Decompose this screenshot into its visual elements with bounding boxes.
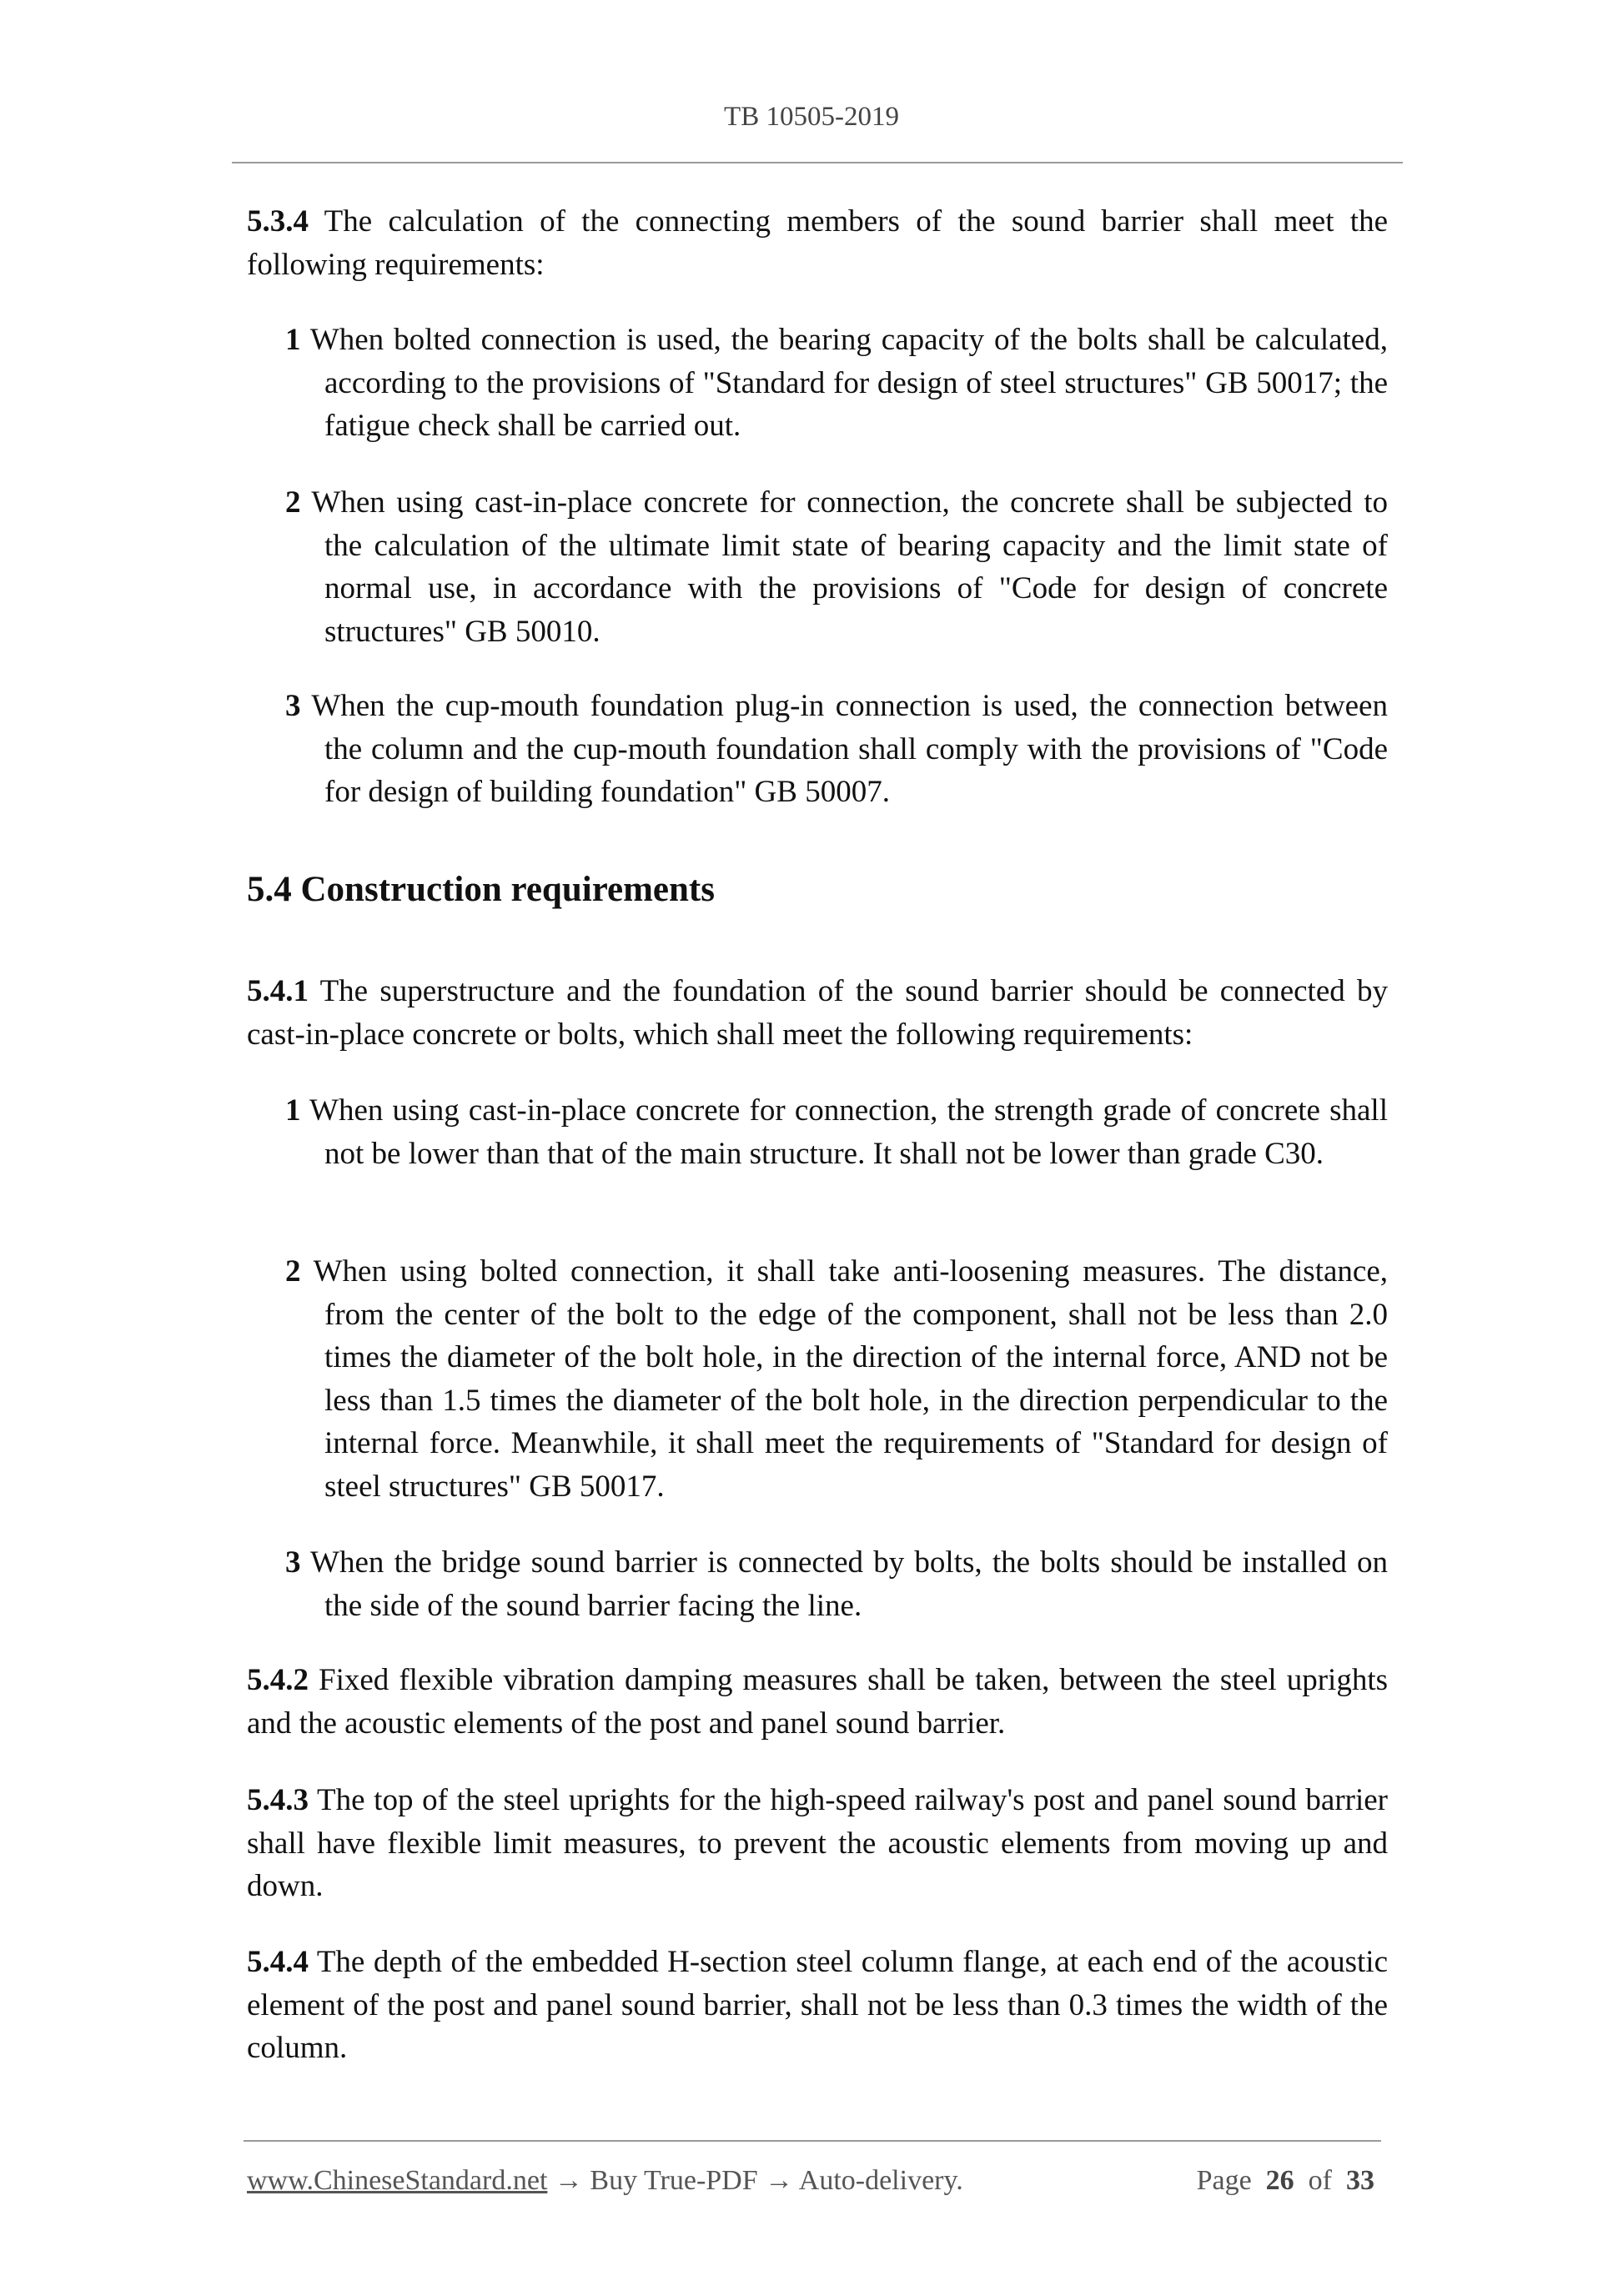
footer-divider [244, 2140, 1381, 2142]
delivery-text: Auto-delivery. [798, 2165, 963, 2196]
clause-5-3-4 [247, 200, 1388, 286]
item-text: When the bridge sound barrier is connected by bolts, the bolts should be installed on the side of the sound barrier facing the line. [310, 1545, 1388, 1623]
page-label: Page [1196, 2165, 1252, 2196]
clause-number: 5.3.4 [247, 204, 309, 239]
item-text: When using cast-in-place concrete for connection, the concrete shall be subjected to the calculation of the ultimate limit state of bearing capacity and the limit state of normal use, in accordance with the provisions of "Code for design of concrete structures" GB 50010. [311, 485, 1388, 649]
current-page: 26 [1265, 2165, 1294, 2196]
document-id-header: TB 10505-2019 [724, 102, 899, 132]
clause-text: The superstructure and the foundation of the sound barrier should be connected by cast-in-place concrete or bolts, which shall meet the following requirements: [247, 974, 1388, 1052]
page-number [1197, 2165, 1374, 2197]
clause-number: 5.4.3 [247, 1783, 309, 1817]
clause-number: 5.4.2 [247, 1663, 309, 1697]
clause-5-4-2 [247, 1659, 1388, 1745]
header-divider [232, 162, 1403, 163]
of-label: of [1308, 2165, 1332, 2196]
clause-number: 5.4.4 [247, 1945, 309, 1979]
clause-5-4-4 [247, 1941, 1388, 2070]
list-item [285, 685, 1388, 814]
section-heading: 5.4 Construction requirements [247, 870, 715, 909]
arrow-icon: → [765, 2165, 794, 2196]
item-text: When the cup-mouth foundation plug-in connection is used, the connection between the column and the cup-mouth foundation shall comply with the provisions of "Code for design of building foundation" GB 50007. [311, 689, 1388, 809]
item-number: 3 [285, 689, 301, 723]
item-text: When bolted connection is used, the bearing capacity of the bolts shall be calculated, according to the provisions of "Standard for design of steel structures" GB 50017; the fatigue check shall be carried out. [309, 323, 1388, 443]
clause-number: 5.4.1 [247, 974, 309, 1008]
item-number: 2 [285, 1254, 301, 1289]
clause-text: Fixed flexible vibration damping measures shall be taken, between the steel uprights and the acoustic elements of the post and panel sound barrier. [247, 1663, 1389, 1741]
item-text: When using bolted connection, it shall take anti-loosening measures. The distance, from the center of the bolt to the edge of the component, shall not be less than 2.0 times the diameter of the bolt hole, in the direction of the internal force, AND not be less than 1.5 times the diameter of the bolt hole, in the direction perpendicular to the internal force. Meanwhile, it shall meet the requirements of "Standard for design of steel structures" GB 50017. [313, 1254, 1389, 1504]
item-number: 3 [285, 1545, 301, 1580]
item-text: When using cast-in-place concrete for connection, the strength grade of concrete shall not be lower than that of the main structure. It shall not be lower than grade C30. [309, 1093, 1388, 1171]
website-link[interactable]: www.ChineseStandard.net [247, 2165, 548, 2196]
total-pages: 33 [1346, 2165, 1374, 2196]
clause-text: The depth of the embedded H-section steel column flange, at each end of the acoustic element of the post and panel sound barrier, shall not be less than 0.3 times the width of the column. [247, 1945, 1388, 2065]
list-item [285, 1089, 1388, 1175]
item-number: 1 [285, 1093, 301, 1128]
item-number: 1 [285, 323, 301, 357]
clause-5-4-1 [247, 970, 1388, 1056]
clause-5-4-3 [247, 1779, 1388, 1908]
item-number: 2 [285, 485, 301, 520]
buy-text: Buy True-PDF [590, 2165, 758, 2196]
clause-text: The calculation of the connecting members of the sound barrier shall meet the following requirements: [247, 204, 1388, 282]
list-item [285, 319, 1388, 448]
clause-text: The top of the steel uprights for the high-speed railway's post and panel sound barrier shall have flexible limit measures, to prevent the acoustic elements from moving up and down. [247, 1783, 1388, 1903]
list-item [285, 1541, 1388, 1627]
list-item [285, 1250, 1388, 1508]
footer-promo [247, 2165, 963, 2197]
arrow-icon: → [554, 2165, 583, 2196]
list-item [285, 481, 1388, 653]
